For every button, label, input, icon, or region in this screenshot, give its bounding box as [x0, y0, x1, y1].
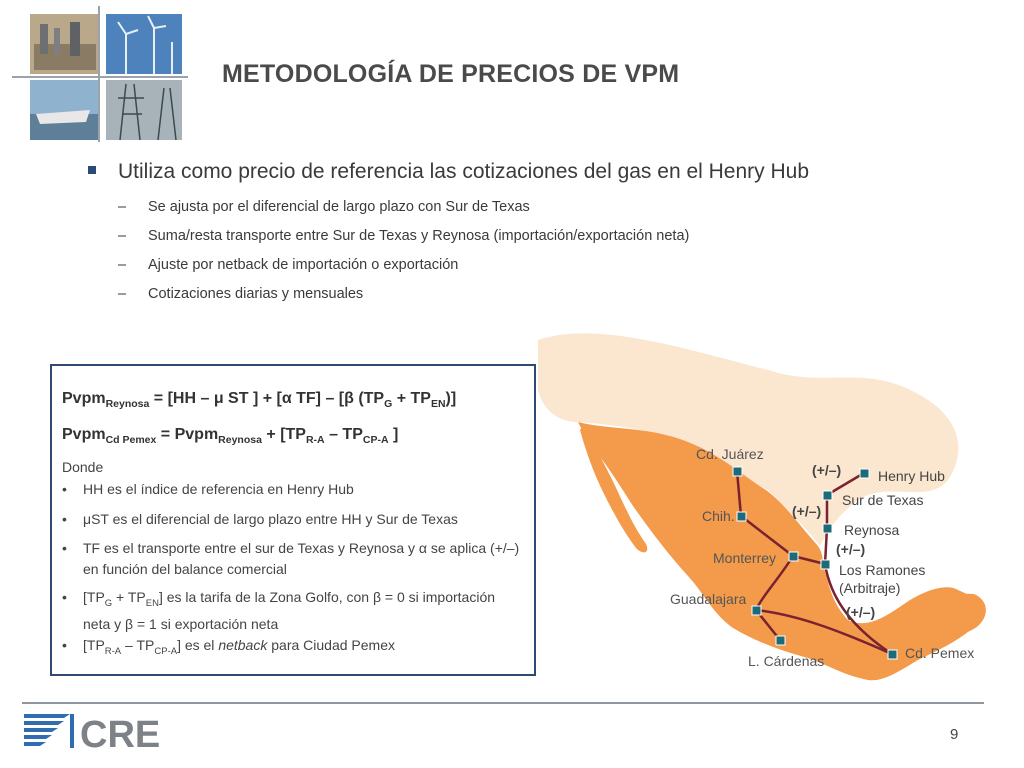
- page-number: 9: [950, 726, 959, 743]
- definition-subscript: G: [104, 597, 113, 609]
- definition-text: μST es el diferencial de largo plazo entre HH y Sur de Texas: [83, 511, 458, 527]
- slide-title: METODOLOGÍA DE PRECIOS DE VPM: [222, 60, 680, 88]
- formula-reynosa: [62, 390, 456, 410]
- plus-minus-henry-hub: (+/–): [812, 462, 842, 478]
- formula-subscript: G: [384, 398, 393, 411]
- label-cd-pemex: Cd. Pemex: [905, 645, 975, 661]
- formula-subscript: EN: [430, 398, 446, 411]
- formula-text: + [TP: [261, 426, 306, 443]
- sub-bullet-text: Cotizaciones diarias y mensuales: [148, 286, 364, 302]
- node-l-cardenas: [776, 636, 785, 645]
- dash-marker: –: [118, 199, 127, 215]
- definition-text-part: para Ciudad Pemex: [267, 637, 395, 653]
- label-cd-juarez: Cd. Juárez: [696, 446, 764, 462]
- node-los-ramones: [821, 560, 830, 569]
- sub-bullet-4: [118, 286, 363, 302]
- bullet-marker: •: [62, 511, 67, 527]
- formula-subscript: R-A: [305, 434, 325, 447]
- sub-bullet-text: Suma/resta transporte entre Sur de Texas y Reynosa (importación/exportación neta): [148, 228, 690, 244]
- definition-text: TF es el transporte entre el sur de Texas y Reynosa y α se aplica (+/–) en función del balance comercial: [83, 540, 520, 577]
- formula-subscript: Cd Pemex: [105, 434, 157, 447]
- cre-logo-mark: [24, 714, 74, 748]
- plus-minus-pemex: (+/–): [846, 604, 876, 620]
- label-los-ramones: Los Ramones: [839, 562, 926, 578]
- definition-subscript: CP-A: [154, 645, 178, 657]
- donde-label: Donde: [62, 459, 104, 475]
- sub-bullet-text: Ajuste por netback de importación o exportación: [148, 257, 459, 273]
- definition-text-part: ] es el: [177, 637, 219, 653]
- dash-marker: –: [118, 257, 127, 273]
- dash-marker: –: [118, 286, 127, 302]
- formula-subscript: Reynosa: [218, 434, 262, 447]
- definition-tf: [62, 538, 522, 580]
- bullet-marker: •: [62, 637, 67, 653]
- definition-subscript: EN: [145, 597, 159, 609]
- formula-text: – TP: [324, 426, 363, 443]
- definition-text-part: ] es la tarifa de la Zona Golfo, con β = 0 si importación neta y β = 1 si exportación neta: [83, 589, 496, 632]
- sub-bullet-text: Se ajusta por el diferencial de largo plazo con Sur de Texas: [148, 199, 530, 215]
- definition-st: [62, 509, 522, 530]
- definition-text-part: – TP: [121, 637, 155, 653]
- label-reynosa: Reynosa: [844, 522, 900, 538]
- label-arbitraje: (Arbitraje): [839, 580, 901, 596]
- node-chihuahua: [737, 512, 746, 521]
- main-bullet-text: Utiliza como precio de referencia las cotizaciones del gas en el Henry Hub: [118, 160, 810, 183]
- definition-text: [83, 635, 522, 662]
- node-henry-hub: [860, 469, 869, 478]
- definition-text-part: [TP: [83, 589, 105, 605]
- sub-bullet-1: [118, 199, 530, 215]
- definition-subscript: R-A: [104, 645, 122, 657]
- bullet-marker: •: [62, 540, 67, 556]
- formula-text: )]: [445, 390, 457, 407]
- definition-text-part: [TP: [83, 637, 105, 653]
- mexico-pipeline-map: [538, 330, 1008, 690]
- node-reynosa: [823, 524, 832, 533]
- formula-text: = Pvpm: [156, 426, 219, 443]
- formula-subscript: Reynosa: [105, 398, 150, 411]
- definition-emphasis: netback: [218, 637, 268, 653]
- node-monterrey: [789, 552, 798, 561]
- definition-text-part: + TP: [112, 589, 146, 605]
- formula-subscript: CP-A: [362, 434, 389, 447]
- formula-text: = [HH – μ ST ] + [α TF] – [β (TP: [149, 390, 385, 407]
- bullet-marker: •: [62, 481, 67, 497]
- label-l-cardenas: L. Cárdenas: [748, 653, 825, 669]
- label-monterrey: Monterrey: [713, 550, 777, 566]
- definition-text: [83, 587, 522, 635]
- formula-box: [50, 364, 536, 676]
- node-guadalajara: [752, 606, 761, 615]
- sub-bullet-3: [118, 257, 458, 273]
- label-chihuahua: Chih.: [702, 508, 735, 524]
- label-henry-hub: Henry Hub: [878, 468, 945, 484]
- label-sur-de-texas: Sur de Texas: [842, 492, 924, 508]
- definition-hh: [62, 479, 522, 500]
- dash-marker: –: [118, 228, 127, 244]
- definition-netback: [62, 635, 522, 662]
- sub-bullet-2: [118, 228, 689, 244]
- label-guadalajara: Guadalajara: [670, 591, 747, 607]
- cre-logo: [24, 712, 174, 752]
- definition-text: HH es el índice de referencia en Henry Hub: [83, 481, 354, 497]
- cre-logo-text: CRE: [80, 714, 161, 752]
- node-sur-de-texas: [823, 491, 832, 500]
- bullet-marker: •: [62, 589, 67, 605]
- node-cd-juarez: [733, 467, 742, 476]
- plus-minus-reynosa: (+/–): [836, 541, 866, 557]
- formula-text: ]: [388, 426, 399, 443]
- definition-tp-golfo: [62, 587, 522, 635]
- plus-minus-transport: (+/–): [792, 503, 822, 519]
- formula-text: + TP: [392, 390, 431, 407]
- node-cd-pemex: [888, 650, 897, 659]
- formula-cd-pemex: [62, 426, 398, 446]
- formula-text: Pvpm: [62, 390, 106, 407]
- collage-vertical-line: [98, 6, 100, 142]
- formula-text: Pvpm: [62, 426, 106, 443]
- footer-divider: [22, 702, 984, 704]
- collage-horizontal-line: [12, 76, 188, 78]
- square-bullet-icon: [88, 166, 96, 174]
